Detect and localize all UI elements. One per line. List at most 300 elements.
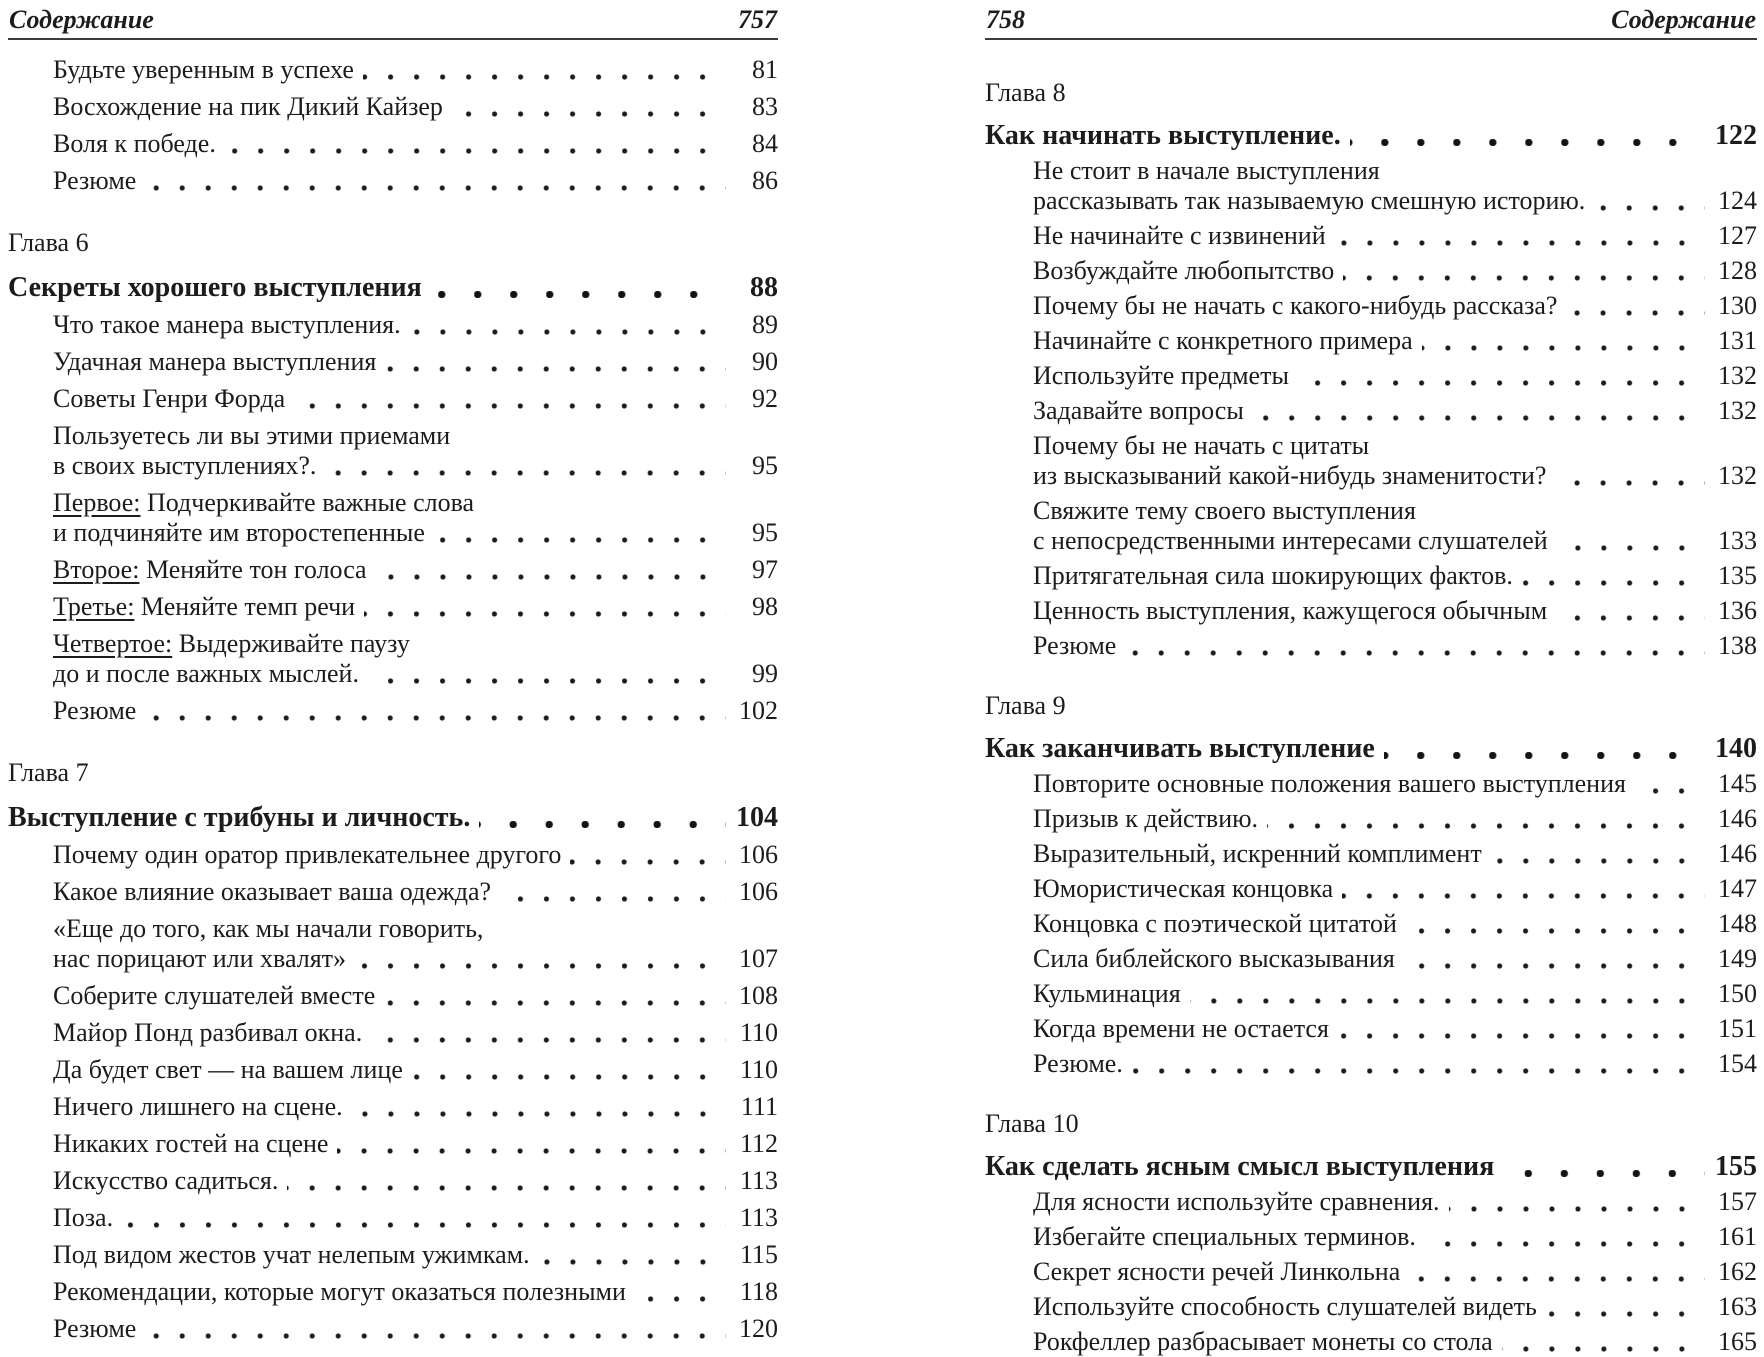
page-ref-number: 130 xyxy=(1718,291,1757,320)
entry-text: из высказываний какой-нибудь знаменитости? xyxy=(1033,461,1547,490)
toc-entry-row xyxy=(1033,909,1757,939)
entry-text: Выступление с трибуны и личность. xyxy=(8,802,471,833)
page-ref-number: 154 xyxy=(1718,1049,1757,1078)
entry-text: Что такое манера выступления. xyxy=(53,310,401,339)
entry-text: Воля к победе. xyxy=(53,129,216,158)
entry-text: Никаких гостей на сцене xyxy=(53,1129,329,1158)
dot-leader xyxy=(1413,326,1711,356)
toc-entry-row xyxy=(1033,1049,1757,1079)
toc-entry-row xyxy=(1033,1222,1757,1252)
entry-text: Четвертое: Выдерживайте паузу xyxy=(53,629,410,658)
entry-line xyxy=(1033,944,1757,974)
running-head-page-number: 758 xyxy=(986,5,1025,34)
entry-text: Да будет свет — на вашем лице xyxy=(53,1055,403,1084)
entry-line xyxy=(53,421,778,451)
chapter-title-row xyxy=(985,734,1757,764)
entry-line xyxy=(1033,526,1757,556)
dot-leader xyxy=(316,451,732,481)
entry-line xyxy=(53,1018,778,1048)
entry-line xyxy=(1033,804,1757,834)
toc-entry-row xyxy=(53,384,778,414)
entry-text: Как заканчивать выступление xyxy=(985,733,1375,764)
page-ref-number: 97 xyxy=(752,555,778,584)
toc-entry-row xyxy=(53,914,778,974)
toc-entry-row xyxy=(53,1055,778,1085)
toc-entry-row xyxy=(1033,804,1757,834)
entry-line xyxy=(1033,631,1757,661)
entry-text: с непосредственными интересами слушателей xyxy=(1033,526,1548,555)
dot-leader xyxy=(1123,1049,1711,1079)
entry-text: Резюме xyxy=(53,166,137,195)
page-ref-number: 83 xyxy=(752,92,778,121)
dot-leader xyxy=(136,1314,732,1344)
entry-line xyxy=(53,592,778,622)
entry-line xyxy=(1033,256,1757,286)
chapter-heading xyxy=(985,78,1757,108)
entry-text: Глава 9 xyxy=(985,691,1066,720)
chapter-title-row xyxy=(985,1152,1757,1182)
dot-leader xyxy=(359,659,732,689)
dot-leader xyxy=(136,166,732,196)
entry-text: Секрет ясности речей Линкольна xyxy=(1033,1257,1401,1286)
dot-leader xyxy=(1626,769,1711,799)
entry-line xyxy=(1033,874,1757,904)
dot-leader xyxy=(1395,944,1711,974)
entry-text: Когда времени не остается xyxy=(1033,1014,1329,1043)
entry-text: Используйте способность слушателей видеть xyxy=(1033,1292,1537,1321)
entry-text: Резюме. xyxy=(1033,1049,1123,1078)
entry-line xyxy=(1033,1257,1757,1287)
page-ref-number: 140 xyxy=(1715,733,1757,764)
entry-text: Какое влияние оказывает ваша одежда? xyxy=(53,877,492,906)
entry-line xyxy=(53,914,778,944)
dot-leader xyxy=(278,1166,732,1196)
entry-line xyxy=(53,166,778,196)
dot-leader xyxy=(530,1240,732,1270)
entry-line xyxy=(1033,361,1757,391)
dot-leader xyxy=(403,1055,732,1085)
entry-line xyxy=(53,944,778,974)
dot-leader xyxy=(1341,121,1711,151)
dot-leader xyxy=(1548,526,1711,556)
entry-text: Под видом жестов учат нелепым ужимкам. xyxy=(53,1240,530,1269)
dot-leader xyxy=(1537,1292,1711,1322)
dot-leader xyxy=(1513,561,1711,591)
entry-text: «Еще до того, как мы начали говорить, xyxy=(53,914,484,943)
page-ref-number: 162 xyxy=(1718,1257,1757,1286)
page-ref-number: 106 xyxy=(739,877,778,906)
entry-line xyxy=(1033,561,1757,591)
page-ref-number: 148 xyxy=(1718,909,1757,938)
entry-text: Майор Понд разбивал окна. xyxy=(53,1018,363,1047)
page-ref-number: 155 xyxy=(1715,1151,1757,1182)
page-ref-number: 138 xyxy=(1718,631,1757,660)
entry-line xyxy=(53,1129,778,1159)
dot-leader xyxy=(1400,1257,1711,1287)
page-ref-number: 132 xyxy=(1718,461,1757,490)
entry-text: Резюме xyxy=(1033,631,1117,660)
entry-text: Начинайте с конкретного примера xyxy=(1033,326,1413,355)
entry-line xyxy=(1033,1187,1757,1217)
toc-entry-row xyxy=(53,1277,778,1307)
entry-line xyxy=(53,1314,778,1344)
page-ref-number: 99 xyxy=(752,659,778,688)
page-ref-number: 132 xyxy=(1718,396,1757,425)
toc-entry-row xyxy=(53,1092,778,1122)
dot-leader xyxy=(1333,874,1711,904)
toc-entry-row xyxy=(1033,291,1757,321)
page-ref-number: 95 xyxy=(752,451,778,480)
entry-text: Свяжите тему своего выступления xyxy=(1033,496,1416,525)
toc-entry-row xyxy=(1033,839,1757,869)
entry-line xyxy=(1033,461,1757,491)
dot-leader xyxy=(1585,186,1711,216)
entry-text: Третье: Меняйте темп речи xyxy=(53,592,356,621)
dot-leader xyxy=(443,92,732,122)
entry-line xyxy=(1033,979,1757,1009)
dot-leader xyxy=(362,1018,732,1048)
dot-leader xyxy=(425,518,732,548)
page-ref-number: 133 xyxy=(1718,526,1757,555)
dot-leader xyxy=(375,981,732,1011)
toc-entry-row xyxy=(1033,1292,1757,1322)
toc-entry-row xyxy=(1033,156,1757,216)
toc-entry-row xyxy=(1033,1014,1757,1044)
entry-line xyxy=(1033,431,1757,461)
dot-leader xyxy=(1547,596,1711,626)
page-ref-number: 115 xyxy=(739,1240,778,1269)
toc-entry-row xyxy=(53,877,778,907)
entry-line xyxy=(985,121,1757,151)
entry-text: Поза. xyxy=(53,1203,114,1232)
entry-text: Концовка с поэтической цитатой xyxy=(1033,909,1397,938)
entry-line xyxy=(1033,396,1757,426)
entry-text: рассказывать так называемую смешную историю. xyxy=(1033,186,1586,215)
entry-text: Второе: Меняйте тон голоса xyxy=(53,555,367,584)
toc-entry-row xyxy=(53,592,778,622)
chapter-heading xyxy=(985,1109,1757,1139)
page-ref-number: 146 xyxy=(1718,804,1757,833)
page-ref-number: 88 xyxy=(750,272,778,303)
underlined-lead-word: Первое: xyxy=(53,488,141,517)
toc-entry-row xyxy=(53,1203,778,1233)
entry-line xyxy=(53,1277,778,1307)
entry-text: Удачная манера выступления xyxy=(53,347,377,376)
toc-entry-row xyxy=(53,310,778,340)
toc-entry-row xyxy=(1033,221,1757,251)
entry-text: Как начинать выступление. xyxy=(985,120,1341,151)
entry-text: Советы Генри Форда xyxy=(53,384,286,413)
toc-entry-row xyxy=(53,1018,778,1048)
entry-line xyxy=(8,803,778,833)
toc-column-right xyxy=(985,40,1757,1357)
dot-leader xyxy=(1116,631,1711,661)
entry-text: Притягательная сила шокирующих фактов. xyxy=(1033,561,1513,590)
toc-entry-row xyxy=(1033,979,1757,1009)
dot-leader xyxy=(1334,256,1711,286)
entry-text: Кульминация xyxy=(1033,979,1181,1008)
page-ref-number: 102 xyxy=(739,696,778,725)
entry-text: Сила библейского высказывания xyxy=(1033,944,1395,973)
entry-text: Глава 7 xyxy=(8,758,89,787)
entry-text: Секреты хорошего выступления xyxy=(8,272,422,303)
entry-text: Почему бы не начать с цитаты xyxy=(1033,431,1370,460)
page-ref-number: 107 xyxy=(739,944,778,973)
toc-entry-row xyxy=(53,347,778,377)
entry-line xyxy=(985,691,1757,721)
entry-text: Первое: Подчеркивайте важные слова xyxy=(53,488,475,517)
page-757 xyxy=(8,4,778,1357)
toc-entry-row xyxy=(53,55,778,85)
page-ref-number: 124 xyxy=(1718,186,1757,215)
entry-line xyxy=(53,92,778,122)
toc-entry-row xyxy=(1033,496,1757,556)
page-ref-number: 165 xyxy=(1718,1327,1757,1356)
dot-leader xyxy=(470,803,732,833)
underlined-lead-word: Четвертое: xyxy=(53,629,173,658)
entry-text: Ничего лишнего на сцене. xyxy=(53,1092,343,1121)
entry-text: Почему один оратор привлекательнее другого xyxy=(53,840,562,869)
dot-leader xyxy=(285,384,732,414)
chapter-title-row xyxy=(985,121,1757,151)
toc-entry-row xyxy=(1033,431,1757,491)
entry-text: Резюме xyxy=(53,696,137,725)
toc-entry-row xyxy=(53,1314,778,1344)
page-ref-number: 113 xyxy=(739,1203,778,1232)
toc-entry-row xyxy=(1033,769,1757,799)
toc-entry-row xyxy=(1033,256,1757,286)
entry-text: Повторите основные положения вашего выступления xyxy=(1033,769,1626,798)
toc-entry-row xyxy=(53,1240,778,1270)
entry-text: Будьте уверенным в успехе xyxy=(53,55,354,84)
entry-text: Глава 6 xyxy=(8,228,89,257)
page-758 xyxy=(985,4,1757,1357)
chapter-heading xyxy=(8,228,778,258)
running-head-right-page xyxy=(985,4,1757,40)
page-ref-number: 136 xyxy=(1718,596,1757,625)
page-ref-number: 86 xyxy=(752,166,778,195)
entry-line xyxy=(53,877,778,907)
entry-line xyxy=(1033,186,1757,216)
toc-entry-row xyxy=(53,166,778,196)
entry-line xyxy=(1033,596,1757,626)
entry-line xyxy=(8,228,778,258)
entry-text: Резюме xyxy=(53,1314,137,1343)
entry-text: до и после важных мыслей. xyxy=(53,659,359,688)
entry-text: Рокфеллер разбрасывает монеты со стола xyxy=(1033,1327,1493,1356)
entry-line xyxy=(53,310,778,340)
entry-line xyxy=(1033,496,1757,526)
chapter-heading xyxy=(8,758,778,788)
page-ref-number: 98 xyxy=(752,592,778,621)
entry-line xyxy=(53,1092,778,1122)
dot-leader xyxy=(1493,1327,1711,1357)
entry-text: Рекомендации, которые могут оказаться полезными xyxy=(53,1277,626,1306)
entry-text: Искусство садиться. xyxy=(53,1166,279,1195)
entry-text: Выразительный, искренний комплимент xyxy=(1033,839,1482,868)
chapter-heading xyxy=(985,691,1757,721)
entry-line xyxy=(8,273,778,303)
page-ref-number: 132 xyxy=(1718,361,1757,390)
page-ref-number: 92 xyxy=(752,384,778,413)
entry-line xyxy=(53,1055,778,1085)
dot-leader xyxy=(136,696,732,726)
dot-leader xyxy=(354,55,732,85)
page-ref-number: 104 xyxy=(736,802,778,833)
toc-entry-row xyxy=(1033,396,1757,426)
toc-entry-row xyxy=(1033,631,1757,661)
page-ref-number: 118 xyxy=(739,1277,778,1306)
entry-text: Юмористическая концовка xyxy=(1033,874,1334,903)
toc-entry-row xyxy=(1033,1187,1757,1217)
page-ref-number: 81 xyxy=(752,55,778,84)
dot-leader xyxy=(1397,909,1711,939)
toc-entry-row xyxy=(1033,596,1757,626)
dot-leader xyxy=(328,1129,732,1159)
dot-leader xyxy=(401,310,732,340)
page-ref-number: 120 xyxy=(739,1314,778,1343)
dot-leader xyxy=(346,944,732,974)
underlined-lead-word: Второе: xyxy=(53,555,140,584)
entry-line xyxy=(1033,839,1757,869)
page-ref-number: 111 xyxy=(740,1092,778,1121)
dot-leader xyxy=(1557,291,1711,321)
page-ref-number: 157 xyxy=(1718,1187,1757,1216)
entry-text: Задавайте вопросы xyxy=(1033,396,1244,425)
dot-leader xyxy=(1326,221,1711,251)
toc-entry-row xyxy=(53,129,778,159)
entry-line xyxy=(53,981,778,1011)
entry-text: Не стоит в начале выступления xyxy=(1033,156,1380,185)
entry-line xyxy=(53,129,778,159)
entry-text: Не начинайте с извинений xyxy=(1033,221,1326,250)
dot-leader xyxy=(1440,1187,1711,1217)
dot-leader xyxy=(1329,1014,1711,1044)
entry-text: Используйте предметы xyxy=(1033,361,1289,390)
page-ref-number: 150 xyxy=(1718,979,1757,1008)
entry-line xyxy=(53,1166,778,1196)
entry-text: Избегайте специальных терминов. xyxy=(1033,1222,1416,1251)
page-ref-number: 127 xyxy=(1718,221,1757,250)
toc-entry-row xyxy=(1033,326,1757,356)
entry-line xyxy=(53,555,778,585)
entry-line xyxy=(53,696,778,726)
toc-entry-row xyxy=(53,421,778,481)
entry-line xyxy=(1033,1014,1757,1044)
page-ref-number: 161 xyxy=(1718,1222,1757,1251)
entry-line xyxy=(8,758,778,788)
dot-leader xyxy=(113,1203,732,1233)
dot-leader xyxy=(1416,1222,1711,1252)
entry-text: Соберите слушателей вместе xyxy=(53,981,376,1010)
page-ref-number: 108 xyxy=(739,981,778,1010)
toc-entry-row xyxy=(53,981,778,1011)
entry-text: Глава 10 xyxy=(985,1109,1079,1138)
dot-leader xyxy=(1375,734,1711,764)
entry-line xyxy=(53,840,778,870)
entry-text: в своих выступлениях?. xyxy=(53,451,317,480)
toc-entry-row xyxy=(1033,944,1757,974)
entry-line xyxy=(1033,326,1757,356)
toc-entry-row xyxy=(53,1166,778,1196)
dot-leader xyxy=(491,877,732,907)
dot-leader xyxy=(1494,1152,1711,1182)
chapter-title-row xyxy=(8,803,778,833)
dot-leader xyxy=(1546,461,1711,491)
toc-entry-row xyxy=(53,696,778,726)
toc-entry-row xyxy=(53,555,778,585)
page-ref-number: 95 xyxy=(752,518,778,547)
entry-line xyxy=(1033,1222,1757,1252)
entry-line xyxy=(1033,1292,1757,1322)
dot-leader xyxy=(1482,839,1711,869)
page-ref-number: 122 xyxy=(1715,120,1757,151)
entry-text: Призыв к действию. xyxy=(1033,804,1259,833)
entry-line xyxy=(985,1152,1757,1182)
entry-text: Глава 8 xyxy=(985,78,1066,107)
page-ref-number: 89 xyxy=(752,310,778,339)
underlined-lead-word: Третье: xyxy=(53,592,135,621)
page-ref-number: 128 xyxy=(1718,256,1757,285)
dot-leader xyxy=(343,1092,732,1122)
page-ref-number: 146 xyxy=(1718,839,1757,868)
running-head-left-page xyxy=(8,4,778,40)
entry-line xyxy=(985,1109,1757,1139)
entry-text: Для ясности используйте сравнения. xyxy=(1033,1187,1440,1216)
page-ref-number: 113 xyxy=(739,1166,778,1195)
page-ref-number: 110 xyxy=(739,1055,778,1084)
running-head-page-number: 757 xyxy=(738,5,777,34)
toc-entry-row xyxy=(1033,1327,1757,1357)
entry-line xyxy=(53,347,778,377)
page-ref-number: 90 xyxy=(752,347,778,376)
dot-leader xyxy=(376,347,732,377)
entry-line xyxy=(1033,769,1757,799)
entry-text: нас порицают или хвалят» xyxy=(53,944,347,973)
toc-entry-row xyxy=(53,92,778,122)
toc-entry-row xyxy=(1033,1257,1757,1287)
toc-column-left xyxy=(8,40,778,1344)
entry-text: Почему бы не начать с какого-нибудь рассказа? xyxy=(1033,291,1558,320)
toc-entry-row xyxy=(53,629,778,689)
entry-text: Возбуждайте любопытство xyxy=(1033,256,1335,285)
entry-line xyxy=(53,629,778,659)
dot-leader xyxy=(1289,361,1711,391)
entry-line xyxy=(985,78,1757,108)
toc-entry-row xyxy=(53,1129,778,1159)
dot-leader xyxy=(216,129,732,159)
entry-text: Ценность выступления, кажущегося обычным xyxy=(1033,596,1548,625)
page-ref-number: 112 xyxy=(739,1129,778,1158)
page-ref-number: 84 xyxy=(752,129,778,158)
entry-line xyxy=(53,451,778,481)
toc-entry-row xyxy=(53,488,778,548)
page-ref-number: 110 xyxy=(739,1018,778,1047)
dot-leader xyxy=(1244,396,1711,426)
dot-leader xyxy=(422,273,732,303)
page-ref-number: 135 xyxy=(1718,561,1757,590)
entry-line xyxy=(1033,291,1757,321)
entry-line xyxy=(53,384,778,414)
page-ref-number: 145 xyxy=(1718,769,1757,798)
chapter-title-row xyxy=(8,273,778,303)
dot-leader xyxy=(561,840,732,870)
dot-leader xyxy=(1258,804,1711,834)
toc-entry-row xyxy=(1033,361,1757,391)
entry-line xyxy=(53,518,778,548)
entry-text: Пользуетесь ли вы этими приемами xyxy=(53,421,451,450)
entry-text: Восхождение на пик Дикий Кайзер xyxy=(53,92,443,121)
